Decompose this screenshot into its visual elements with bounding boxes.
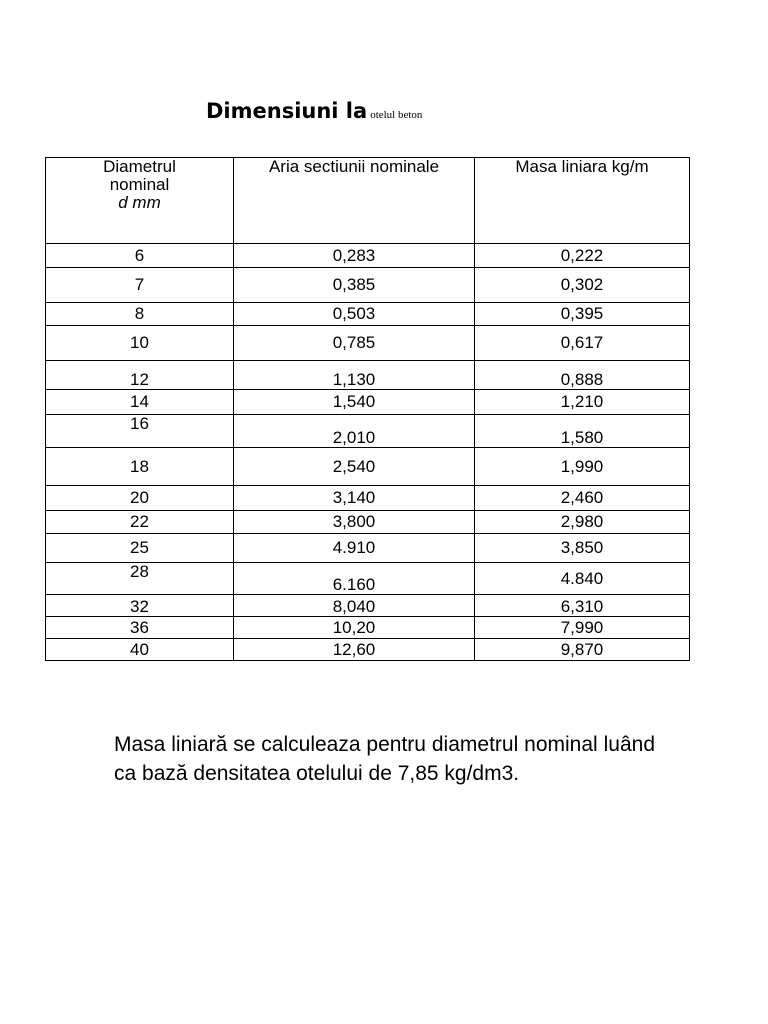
cell-mass: 0,302 [475,268,690,303]
cell-mass: 9,870 [475,639,690,661]
table-row [46,303,690,326]
cell-area: 6.160 [234,563,475,595]
cell-area: 3,800 [234,511,475,534]
cell-area: 0,385 [234,268,475,303]
cell-diameter: 8 [46,303,234,326]
cell-mass: 6,310 [475,595,690,617]
cell-mass: 3,850 [475,534,690,563]
cell-area: 0,785 [234,326,475,361]
table-row [46,595,690,617]
header-diameter-line1: Diametrul [103,157,176,176]
table-row [46,390,690,415]
cell-diameter: 32 [46,595,234,617]
header-area: Aria sectiunii nominale [234,158,475,244]
cell-area: 8,040 [234,595,475,617]
cell-diameter: 10 [46,326,234,361]
header-mass: Masa liniara kg/m [475,158,690,244]
cell-diameter: 22 [46,511,234,534]
cell-mass: 2,980 [475,511,690,534]
cell-area: 0,283 [234,244,475,268]
header-diameter-unit: d mm [118,193,161,212]
cell-diameter: 6 [46,244,234,268]
cell-mass: 0,222 [475,244,690,268]
table-row [46,268,690,303]
cell-area: 4.910 [234,534,475,563]
cell-mass: 1,210 [475,390,690,415]
page-title [206,99,422,123]
cell-area: 12,60 [234,639,475,661]
table-row [46,415,690,448]
cell-mass: 7,990 [475,617,690,639]
cell-area: 2,010 [234,415,475,448]
cell-diameter: 20 [46,486,234,511]
table-row [46,639,690,661]
cell-mass: 1,990 [475,448,690,486]
table-row [46,448,690,486]
density-note: Masa liniară se calculeaza pentru diametrul nominal luând ca bază densitatea otelului de 7,85 kg/dm3. [114,733,655,785]
cell-diameter: 36 [46,617,234,639]
cell-diameter: 40 [46,639,234,661]
table-header-row [46,158,690,244]
cell-diameter: 25 [46,534,234,563]
cell-mass: 1,580 [475,415,690,448]
cell-mass: 2,460 [475,486,690,511]
table-row [46,326,690,361]
cell-area: 1,130 [234,361,475,390]
cell-area: 3,140 [234,486,475,511]
rebar-dimensions-table [45,157,690,661]
table-row [46,617,690,639]
title-sub: otelul beton [370,109,423,121]
cell-area: 10,20 [234,617,475,639]
header-diameter-line2: nominal [109,175,170,194]
cell-diameter: 16 [46,415,234,448]
table-row [46,361,690,390]
cell-diameter: 12 [46,361,234,390]
title-main: Dimensiuni la [206,99,368,123]
cell-diameter: 18 [46,448,234,486]
table-row [46,563,690,595]
cell-diameter: 14 [46,390,234,415]
table-row [46,511,690,534]
cell-mass: 4.840 [475,563,690,595]
table-row [46,486,690,511]
cell-area: 1,540 [234,390,475,415]
cell-mass: 0,395 [475,303,690,326]
cell-mass: 0,888 [475,361,690,390]
table-row [46,534,690,563]
header-diameter [46,158,234,244]
cell-diameter: 28 [46,563,234,595]
cell-mass: 0,617 [475,326,690,361]
cell-area: 2,540 [234,448,475,486]
cell-area: 0,503 [234,303,475,326]
table-row [46,244,690,268]
cell-diameter: 7 [46,268,234,303]
